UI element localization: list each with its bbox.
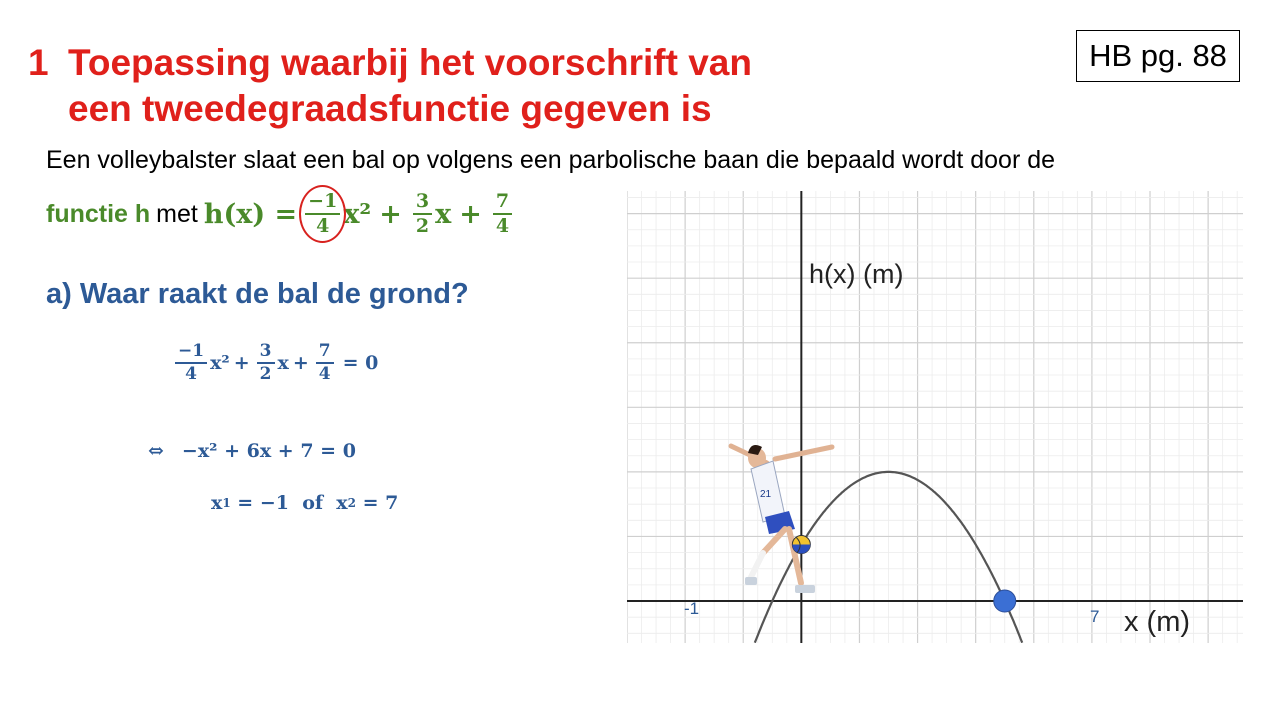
equation-step-2	[148, 440, 356, 462]
step1-frac-c: $\frac{7}{4}$	[316, 343, 334, 383]
step1-frac-a: $\frac{-1}{4}$	[175, 343, 207, 383]
coef-a-num: −1	[305, 192, 340, 215]
x-axis-label: x (m)	[1124, 606, 1191, 638]
step3-x1: x	[211, 492, 223, 514]
coef-b-den: 2	[415, 215, 430, 237]
root-point	[994, 590, 1016, 612]
root-label-right: 7	[1090, 607, 1100, 626]
step3-sub2: 2	[347, 496, 356, 510]
page-reference: HB pg. 88	[1076, 30, 1240, 82]
title-line-2: een tweedegraadsfunctie gegeven is	[68, 88, 712, 129]
grid	[627, 191, 1243, 643]
root-label-left: -1	[684, 599, 700, 618]
function-lhs: h(x) =	[203, 198, 298, 230]
question-heading: a) Waar raakt de bal de grond?	[46, 278, 469, 310]
volleyball-player	[731, 445, 832, 593]
function-connector: met	[156, 199, 198, 228]
step1-plus-1: +	[233, 352, 250, 374]
function-label: functie h	[46, 199, 151, 228]
plus-2: +	[459, 198, 482, 230]
y-axis-label: h(x) (m)	[809, 259, 904, 289]
term-x: x	[435, 198, 452, 230]
step1-tail: = 0	[342, 352, 379, 374]
equivalence-symbol: ⇔	[148, 440, 164, 462]
step2-expression: −x² + 6x + 7 = 0	[181, 440, 356, 462]
step1-frac-b: $\frac{3}{2}$	[257, 343, 275, 383]
coef-c-num: 7	[493, 192, 512, 215]
title-line-1: Toepassing waarbij het voorschrift van	[68, 42, 752, 83]
section-number: 1	[28, 42, 49, 83]
coef-c-fraction	[493, 192, 512, 236]
term-x2: x²	[343, 198, 372, 230]
function-definition	[46, 186, 515, 242]
step1-x: x	[277, 352, 289, 374]
step1-plus-2: +	[292, 352, 309, 374]
coef-c-den: 4	[495, 215, 510, 237]
volleyball-icon	[792, 536, 810, 554]
step3-sub1: 1	[222, 496, 231, 510]
coef-b-num: 3	[413, 192, 432, 215]
coef-a-fraction	[305, 192, 340, 236]
equation-step-1	[172, 343, 378, 383]
intro-text: Een volleybalster slaat een bal op volgens een parbolische baan die bepaald wordt door de	[46, 146, 1056, 174]
equation-step-3	[211, 492, 398, 514]
coef-b-fraction	[413, 192, 432, 236]
step3-mid: = −1 of x	[230, 492, 348, 514]
step3-end: = 7	[355, 492, 399, 514]
step1-x2: x²	[210, 352, 230, 374]
parabola-graph	[627, 191, 1243, 643]
coef-a-den: 4	[316, 215, 330, 237]
plus-1: +	[379, 198, 402, 230]
svg-text:21: 21	[760, 489, 772, 500]
